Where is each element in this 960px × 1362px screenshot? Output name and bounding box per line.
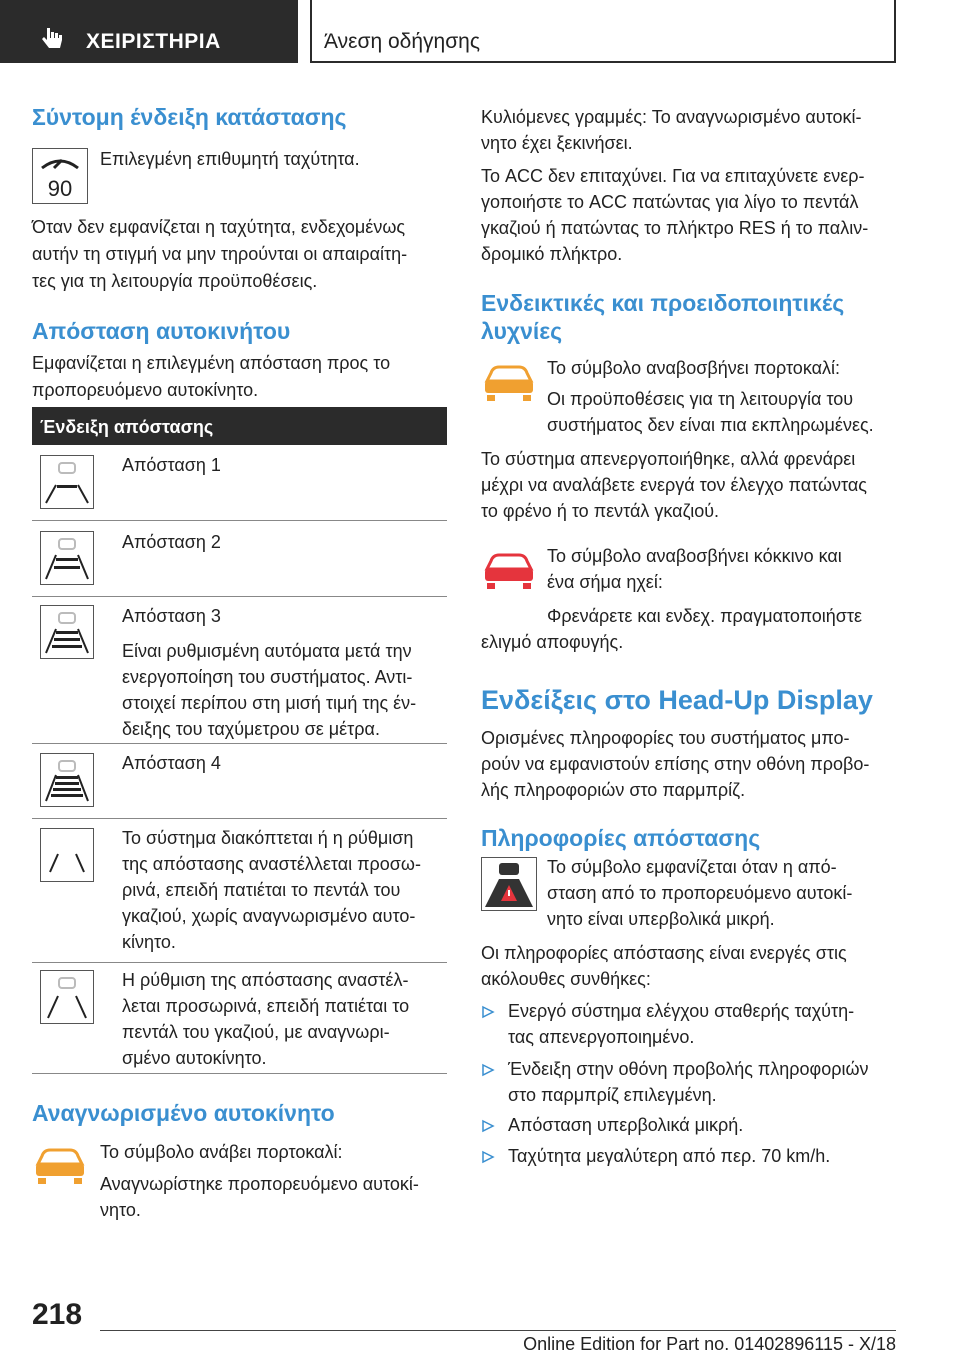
footer-edition: Online Edition for Part no. 01402896115 - X/18 [523, 1334, 896, 1354]
brake-line2: ελιγμό αποφυγής. [481, 632, 624, 652]
row5-line3: ρινά, επειδή πατιέται το πεντάλ του [122, 880, 401, 900]
orange-car-icon [32, 1148, 88, 1186]
acc-text-2: γοποιήστε το ACC πατώντας για λίγο το πεντάλ [481, 192, 859, 212]
row-divider [32, 743, 447, 744]
recognized-symbol-text: Το σύμβολο ανάβει πορτοκαλί: [100, 1142, 343, 1162]
red-blink-2: ένα σήμα ηχεί: [547, 572, 663, 592]
rolling-lines-1: Κυλιόμενες γραμμές: Το αναγνωρισμένο αυτοκί- [481, 107, 862, 127]
selected-speed-text: Επιλεγμένη επιθυμητή ταχύτητα. [100, 149, 360, 169]
row5-line2: της απόστασης αναστέλλεται προσω- [122, 854, 421, 874]
not-shown-line3: τες για τη λειτουργία προϋποθέσεις. [32, 271, 318, 291]
row-divider [32, 520, 447, 521]
heading-warning-lights-2: λυχνίες [481, 318, 563, 344]
brake-line1: Φρενάρετε και ενδεχ. πραγματοποιήστε [547, 606, 863, 626]
deactivated-3: το φρένο ή το πεντάλ γκαζιού. [481, 501, 720, 521]
distance-interrupted-icon [40, 828, 94, 882]
info-symbol-1: Το σύμβολο εμφανίζεται όταν η από- [547, 857, 837, 877]
row3-desc-line2: ενεργοποίηση του συστήματος. Αντι- [122, 667, 413, 687]
hud-text-1: Ορισμένες πληροφορίες του συστήματος μπο- [481, 728, 850, 748]
speed-setpoint-icon [32, 148, 88, 204]
row4-label: Απόσταση 4 [122, 753, 221, 773]
row-divider [32, 596, 447, 597]
acc-text-4: δρομικό πλήκτρο. [481, 244, 623, 264]
not-shown-line1: Όταν δεν εμφανίζεται η ταχύτητα, ενδεχομένως [32, 217, 406, 237]
bullet4-line1: Ταχύτητα μεγαλύτερη από περ. 70 km/h. [508, 1146, 831, 1166]
section-tab[interactable] [0, 0, 298, 63]
bullet-arrow-icon [481, 1119, 495, 1133]
row-divider [32, 962, 447, 963]
row2-label: Απόσταση 2 [122, 532, 221, 552]
not-shown-line2: αυτήν τη στιγμή να μην τηρούνται οι απαιραίτη- [32, 244, 408, 264]
distance-intro-line1: Εμφανίζεται η επιλεγμένη απόσταση προς το [32, 353, 391, 373]
heading-short-status: Σύντομη ένδειξη κατάστασης [32, 104, 347, 130]
acc-text-3: γκαζιού ή πατώντας το πλήκτρο RES ή το παλιν- [481, 218, 869, 238]
distance-1-icon [40, 455, 94, 509]
distance-3-icon [40, 605, 94, 659]
rolling-lines-2: νητο έχει ξεκινήσει. [481, 133, 633, 153]
bullet2-line1: Ένδειξη στην οθόνη προβολής πληροφοριών [508, 1059, 869, 1079]
hand-pointer-icon [40, 26, 66, 52]
deactivated-1: Το σύστημα απενεργοποιήθηκε, αλλά φρενάρει [481, 449, 856, 469]
heading-warning-lights-1: Ενδεικτικές και προειδοποιητικές [481, 290, 845, 316]
bullet-arrow-icon [481, 1063, 495, 1077]
heading-distance-info: Πληροφορίες απόστασης [481, 825, 761, 851]
info-symbol-3: νητο είναι υπερβολικά μικρή. [547, 909, 775, 929]
row-divider [32, 1073, 447, 1074]
page-number: 218 [32, 1298, 83, 1331]
heading-recognized-vehicle: Αναγνωρισμένο αυτοκίνητο [32, 1100, 335, 1126]
table-header: Ένδειξη απόστασης [32, 407, 447, 445]
recognized-text-line1: Αναγνωρίστηκε προπορευόμενο αυτοκί- [100, 1174, 419, 1194]
bullet-arrow-icon [481, 1005, 495, 1019]
row1-label: Απόσταση 1 [122, 455, 221, 475]
info-conditions-2: ακόλουθες συνθήκες: [481, 969, 651, 989]
recognized-text-line2: νητο. [100, 1200, 141, 1220]
acc-text-1: Το ACC δεν επιταχύνει. Για να επιταχύνετε ενερ- [481, 166, 865, 186]
orange-blink-text: Το σύμβολο αναβοσβήνει πορτοκαλί: [547, 358, 841, 378]
footer-rule [100, 1330, 896, 1331]
chapter-box [310, 0, 896, 63]
heading-distance: Απόσταση αυτοκινήτου [32, 318, 291, 344]
row-divider [32, 818, 447, 819]
distance-suspended-icon [40, 970, 94, 1024]
distance-2-icon [40, 531, 94, 585]
row5-line4: γκαζιού, χωρίς αναγνωρισμένο αυτο- [122, 906, 416, 926]
info-symbol-2: σταση από το προπορευόμενο αυτοκί- [547, 883, 853, 903]
info-conditions-1: Οι πληροφορίες απόστασης είναι ενεργές στις [481, 943, 847, 963]
bullet1-line2: τας απενεργοποιημένο. [508, 1027, 695, 1047]
distance-intro-line2: προπορευόμενο αυτοκίνητο. [32, 380, 259, 400]
orange-car-blink-icon [481, 365, 537, 403]
speed-value: 90 [47, 176, 73, 201]
row5-line1: Το σύστημα διακόπτεται ή η ρύθμιση [122, 828, 414, 848]
row3-desc-line3: στοιχεί περίπου στη μισή τιμή της έν- [122, 693, 417, 713]
row3-label: Απόσταση 3 [122, 606, 221, 626]
orange-text-2: συστήματος δεν είναι πια εκπληρωμένες. [547, 415, 874, 435]
heading-hud: Ενδείξεις στο Head-Up Display [481, 685, 873, 715]
row5-line5: κίνητο. [122, 932, 176, 952]
red-car-icon [481, 553, 537, 591]
row6-line2: λεται προσωρινά, επειδή πατιέται το [122, 996, 410, 1016]
hud-text-3: λής πληροφοριών στο παρμπρίζ. [481, 780, 746, 800]
row6-line3: πεντάλ του γκαζιού, με αναγνωρι- [122, 1022, 390, 1042]
bullet-arrow-icon [481, 1150, 495, 1164]
row3-desc-line1: Είναι ρυθμισμένη αυτόματα μετά την [122, 641, 412, 661]
deactivated-2: μέχρι να αναλάβετε ενεργά τον έλεγχο πατώντας [481, 475, 867, 495]
row3-desc-line4: δειξης του ταχύμετρου σε μέτρα. [122, 719, 380, 739]
distance-4-icon [40, 753, 94, 807]
bullet3-line1: Απόσταση υπερβολικά μικρή. [508, 1115, 744, 1135]
row6-line1: Η ρύθμιση της απόστασης αναστέλ- [122, 970, 409, 990]
section-title: ΧΕΙΡΙΣΤΗΡΙΑ [86, 30, 221, 53]
bullet2-line2: στο παρμπρίζ επιλεγμένη. [508, 1085, 717, 1105]
red-blink-1: Το σύμβολο αναβοσβήνει κόκκινο και [547, 546, 842, 566]
bullet1-line1: Ενεργό σύστημα ελέγχου σταθερής ταχύτη- [508, 1001, 855, 1021]
chapter-title: Άνεση οδήγησης [324, 30, 480, 53]
orange-text-1: Οι προϋποθέσεις για τη λειτουργία του [547, 389, 854, 409]
hud-text-2: ρούν να εμφανιστούν επίσης στην οθόνη προβο- [481, 754, 870, 774]
distance-warning-hud-icon [481, 857, 537, 911]
row6-line4: σμένο αυτοκίνητο. [122, 1048, 267, 1068]
